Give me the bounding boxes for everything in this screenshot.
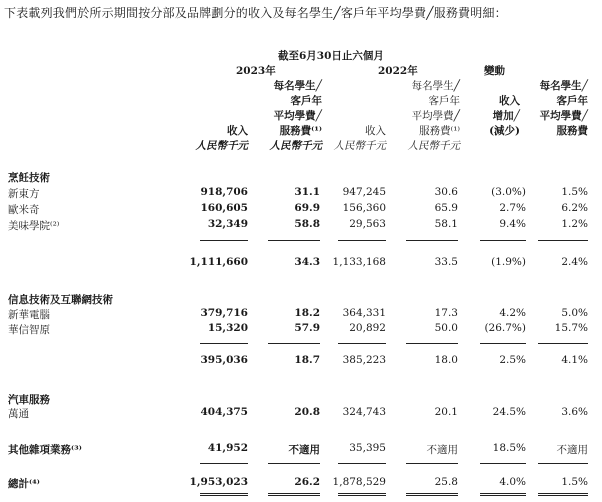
cell-rev23: 32,349	[207, 218, 248, 230]
divider	[268, 240, 320, 241]
cell-rev22: 156,360	[342, 202, 386, 214]
change-header: 變動	[484, 65, 505, 77]
total-label: 總計⁽⁴⁾	[8, 478, 40, 490]
chg-rev-line-3: (減少)	[489, 125, 520, 137]
divider	[338, 463, 386, 464]
cell-rev22: 364,331	[342, 307, 386, 319]
cell-fee22: 50.0	[434, 322, 458, 334]
fee-2022-line-1: 每名學生╱	[411, 80, 460, 92]
cell-fee23: 20.8	[294, 406, 320, 418]
subtotal-fee23: 34.3	[294, 256, 320, 268]
period-header: 截至6月30日止六個月	[278, 50, 384, 62]
cell-fee22: 20.1	[434, 406, 458, 418]
cell-fee22: 17.3	[434, 307, 458, 319]
rev-2022-unit: 人民幣千元	[333, 140, 386, 152]
total-chg-rev: 4.0%	[499, 476, 526, 488]
divider	[406, 463, 458, 464]
subtotal-chg-rev: (1.9%)	[491, 256, 526, 268]
cell-chg-fee: 1.2%	[561, 218, 588, 230]
double-divider	[480, 493, 526, 496]
subtotal-chg-rev: 2.5%	[499, 354, 526, 366]
cell-fee22: 30.6	[434, 186, 458, 198]
cell-fee22: 65.9	[434, 202, 458, 214]
cell-chg-rev: 4.2%	[499, 307, 526, 319]
cell-chg-fee: 1.5%	[561, 186, 588, 198]
subtotal-fee22: 33.5	[434, 256, 458, 268]
double-divider	[406, 493, 458, 496]
chg-fee-line-1: 每名學生╱	[539, 80, 588, 92]
row-label: 新東方	[8, 188, 40, 200]
divider	[338, 343, 386, 344]
chg-fee-line-3: 平均學費╱	[539, 110, 588, 122]
intro-text: 下表載列我們於所示期間按分部及品牌劃分的收入及每名學生╱客戶年平均學費╱服務費明細：	[4, 6, 507, 20]
cell-fee23: 58.8	[294, 218, 320, 230]
double-divider	[200, 493, 248, 496]
other-rev22: 35,395	[349, 442, 386, 454]
fee-2022-line-3: 平均學費╱	[411, 110, 460, 122]
fee-2023-line-3: 平均學費╱	[273, 110, 322, 122]
cell-chg-fee: 15.7%	[554, 322, 588, 334]
row-label: 新華電腦	[8, 309, 50, 321]
fee-2023-line-1: 每名學生╱	[273, 80, 322, 92]
other-rev23: 41,952	[207, 442, 248, 454]
cell-chg-rev: 2.7%	[499, 202, 526, 214]
fee-2022-line-4: 服務費⁽¹⁾	[419, 125, 460, 137]
section-title-culinary: 烹飪技術	[8, 172, 50, 184]
other-chg-fee: 不適用	[556, 444, 588, 456]
section-title-auto: 汽車服務	[8, 394, 50, 406]
cell-rev22: 20,892	[349, 322, 386, 334]
fee-2023-line-4: 服務費⁽¹⁾	[279, 125, 322, 137]
subtotal-chg-fee: 2.4%	[561, 256, 588, 268]
cell-fee23: 31.1	[294, 186, 320, 198]
cell-rev22: 324,743	[342, 406, 386, 418]
divider	[480, 343, 526, 344]
year-2022-header: 2022年	[378, 65, 418, 77]
total-fee22: 25.8	[434, 476, 458, 488]
total-rev22: 1,878,529	[332, 476, 386, 488]
cell-chg-fee: 5.0%	[561, 307, 588, 319]
subtotal-rev23: 1,111,660	[189, 256, 248, 268]
total-fee23: 26.2	[294, 476, 320, 488]
divider	[406, 240, 458, 241]
section-title-it: 信息技術及互聯網技術	[8, 294, 113, 306]
cell-fee23: 18.2	[294, 307, 320, 319]
row-label: 萬通	[8, 408, 29, 420]
cell-chg-rev: 24.5%	[492, 406, 526, 418]
cell-chg-fee: 3.6%	[561, 406, 588, 418]
divider	[200, 240, 248, 241]
cell-chg-rev: (3.0%)	[491, 186, 526, 198]
cell-fee23: 57.9	[294, 322, 320, 334]
divider	[200, 463, 248, 464]
chg-rev-line-1: 收入	[499, 95, 520, 107]
other-fee22: 不適用	[426, 444, 458, 456]
divider	[406, 343, 458, 344]
cell-fee22: 58.1	[434, 218, 458, 230]
other-label: 其他雜項業務⁽³⁾	[8, 444, 82, 456]
subtotal-fee22: 18.0	[434, 354, 458, 366]
cell-fee23: 69.9	[294, 202, 320, 214]
fee-2022-unit: 人民幣千元	[407, 140, 460, 152]
cell-chg-fee: 6.2%	[561, 202, 588, 214]
subtotal-rev22: 1,133,168	[332, 256, 386, 268]
chg-fee-line-4: 服務費	[556, 125, 588, 137]
subtotal-fee23: 18.7	[294, 354, 320, 366]
cell-rev23: 379,716	[200, 307, 248, 319]
double-divider	[338, 493, 386, 496]
divider	[480, 240, 526, 241]
divider	[480, 463, 526, 464]
year-2023-header: 2023年	[236, 65, 276, 77]
subtotal-rev22: 385,223	[342, 354, 386, 366]
cell-rev23: 160,605	[200, 202, 248, 214]
fee-2023-line-2: 客戶年	[290, 95, 322, 107]
total-chg-fee: 1.5%	[561, 476, 588, 488]
divider	[538, 240, 588, 241]
chg-rev-line-2: 增加╱	[492, 110, 520, 122]
fee-2023-unit: 人民幣千元	[269, 140, 322, 152]
cell-rev23: 404,375	[200, 406, 248, 418]
rev-2023-unit: 人民幣千元	[195, 140, 248, 152]
total-rev23: 1,953,023	[189, 476, 248, 488]
subtotal-rev23: 395,036	[200, 354, 248, 366]
divider	[268, 343, 320, 344]
divider	[538, 343, 588, 344]
chg-fee-line-2: 客戶年	[556, 95, 588, 107]
row-label: 華信智原	[8, 324, 50, 336]
fee-2022-line-2: 客戶年	[428, 95, 460, 107]
double-divider	[538, 493, 588, 496]
double-divider	[268, 493, 320, 496]
cell-rev22: 29,563	[349, 218, 386, 230]
rev-2023-label: 收入	[227, 125, 248, 137]
rev-2022-label: 收入	[365, 125, 386, 137]
cell-chg-rev: (26.7%)	[484, 322, 526, 334]
divider	[338, 240, 386, 241]
cell-chg-rev: 9.4%	[499, 218, 526, 230]
divider	[200, 343, 248, 344]
other-chg-rev: 18.5%	[492, 442, 526, 454]
other-fee23: 不適用	[288, 444, 320, 456]
cell-rev23: 15,320	[207, 322, 248, 334]
divider	[268, 463, 320, 464]
row-label: 歐米奇	[8, 204, 40, 216]
subtotal-chg-fee: 4.1%	[561, 354, 588, 366]
row-label: 美味學院⁽²⁾	[8, 220, 60, 232]
cell-rev22: 947,245	[342, 186, 386, 198]
cell-rev23: 918,706	[200, 186, 248, 198]
divider	[538, 463, 588, 464]
